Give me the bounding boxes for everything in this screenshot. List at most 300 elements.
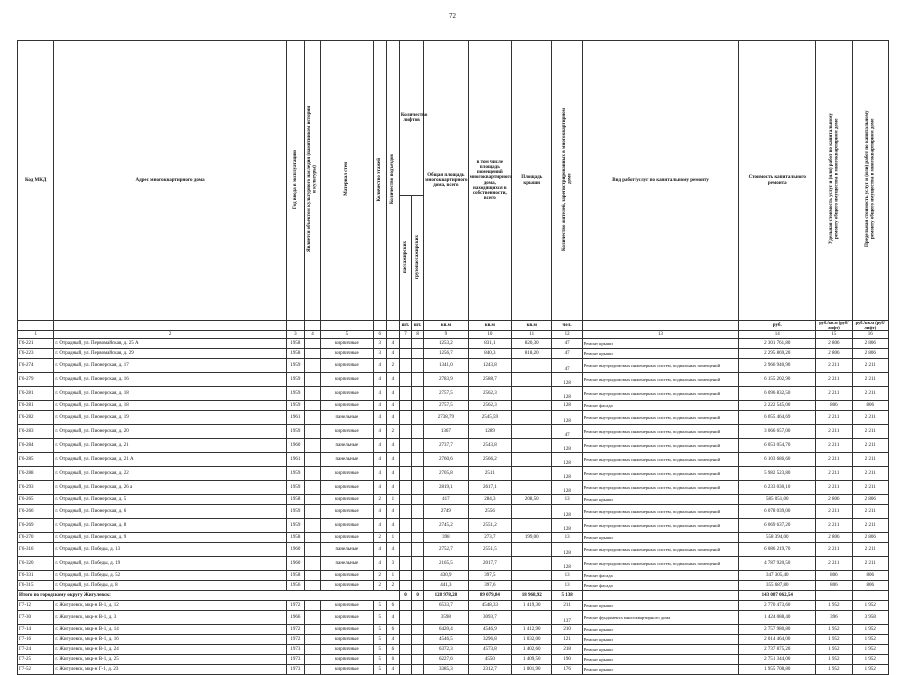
unit-cost: 2 211 [816,387,852,401]
address: г. Отрадный, ул. Пионерская, д. 5 [54,495,286,505]
entrances: 4 [386,411,399,425]
residents: 47 [552,349,582,359]
entrances: 6 [386,645,399,655]
mkd-code: Г6-269 [18,519,54,533]
total-area: 128 978,28 [424,591,468,601]
mkd-code: Г6-270 [18,533,54,543]
mkd-code: Г6-221 [18,339,54,349]
elev-pass [399,505,411,519]
repair-cost: 2 770 473,60 [739,601,816,611]
entrances: 6 [386,655,399,665]
column-number: 11 [512,331,552,339]
area-owned: 3093,7 [468,611,511,625]
roof-area [512,519,552,533]
year: 1959 [286,425,304,439]
repair-cost: 2 301 761,80 [739,339,816,349]
unit-cost: 2 211 [816,467,852,481]
cultural [304,505,320,519]
cultural [304,467,320,481]
residents: 190 [552,655,582,665]
unit-cost: 2 211 [816,439,852,453]
work-type: Ремонт внутридомовых инженерных систем, подвальных помещений [582,425,739,439]
year: 1959 [286,359,304,373]
unit-area: кв.м [468,321,511,331]
elev-cargo [412,655,424,665]
unit-cost: 1 952 [816,601,852,611]
repair-cost: 4 787 920,50 [739,557,816,571]
year: 1961 [286,411,304,425]
elev-cargo [412,349,424,359]
max-cost: 2 211 [852,519,888,533]
roof-area: 1 032,00 [512,635,552,645]
roof-area: 820,30 [512,339,552,349]
work-type: Ремонт внутридомовых инженерных систем, подвальных помещений [582,387,739,401]
address: г. Жигулевск, мкр-н В-1, д. 12 [54,601,286,611]
elev-cargo [412,411,424,425]
roof-area [512,505,552,519]
mkd-code: Г6-315 [18,581,54,591]
table-row [18,571,889,581]
elev-cargo [412,543,424,557]
header-year: Год ввода в эксплуатацию [286,41,304,321]
max-cost: 1 952 [852,645,888,655]
cultural [304,439,320,453]
area-owned: 2617,1 [468,481,511,495]
entrances: 4 [386,439,399,453]
table-row [18,373,889,387]
residents: 211 [552,601,582,611]
header-unit-cost: Удельная стоимость услуг и (или) работ по капитальному ремонту общего имущества в многоквартирном доме [816,41,852,321]
unit-cost: 2 211 [816,557,852,571]
unit-cost: 2 211 [816,373,852,387]
repair-cost: 6 078 039,00 [739,505,816,519]
cultural [304,581,320,591]
residents: 128 [552,373,582,387]
unit-cost: 1 952 [816,625,852,635]
mkd-code: Г7-24 [18,645,54,655]
elev-pass [399,533,411,543]
residents: 13 [552,495,582,505]
elev-pass [399,439,411,453]
area-total: 2752,7 [424,543,468,557]
year: 1973 [286,645,304,655]
max-cost: 806 [852,401,888,411]
table-row [18,481,889,495]
entrances: 4 [386,387,399,401]
unit-cost: 2 211 [816,505,852,519]
wall-material: кирпичные [321,401,374,411]
total-owned: 89 079,84 [468,591,511,601]
work-type: Ремонт фасада [582,571,739,581]
total-elev-cargo: 0 [412,591,424,601]
elev-pass [399,387,411,401]
work-type: Ремонт внутридомовых инженерных систем, подвальных помещений [582,439,739,453]
repair-cost: 1 955 708,80 [739,665,816,675]
repair-cost: 6 233 030,10 [739,481,816,495]
residents: 128 [552,387,582,401]
header-residents: Количество жителей, зарегистрированных в многоквартирном доме [552,41,582,321]
unit-area: кв.м [424,321,468,331]
total-roof: 18 968,92 [512,591,552,601]
elev-pass [399,645,411,655]
table-row [18,411,889,425]
mkd-code: Г7-52 [18,665,54,675]
unit-cost: 2 806 [816,339,852,349]
column-number: 6 [373,331,386,339]
table-row [18,625,889,635]
elev-pass [399,401,411,411]
column-number: 15 [816,331,852,339]
table-row [18,601,889,611]
table-row [18,533,889,543]
repair-cost: 2 295 869,20 [739,349,816,359]
work-type: Ремонт внутридомовых инженерных систем, подвальных помещений [582,505,739,519]
max-cost: 1 952 [852,601,888,611]
table-row [18,387,889,401]
header-entrances: Количество подъездов [386,41,399,321]
header-area-total: Общая площадь многоквартирного дома, всего [424,41,468,321]
area-total: 6227,6 [424,655,468,665]
area-total: 2737,7 [424,439,468,453]
cultural [304,401,320,411]
mkd-code: Г7-14 [18,625,54,635]
area-owned: 2551,2 [468,519,511,533]
mkd-code: Г6-274 [18,359,54,373]
column-numbers-row [18,331,889,339]
work-type: Ремонт фасада [582,401,739,411]
elev-cargo [412,625,424,635]
max-cost: 2 806 [852,495,888,505]
repair-cost: 1 424 088,40 [739,611,816,625]
unit-cost: 1 952 [816,655,852,665]
year: 1960 [286,439,304,453]
entrances: 4 [386,349,399,359]
repair-cost: 6 069 637,20 [739,519,816,533]
floors: 4 [373,373,386,387]
year: 1958 [286,349,304,359]
total-row [18,591,889,601]
address: г. Отрадный, ул. Пионерская, д. 18 [54,401,286,411]
address: г. Отрадный, ул. Победы, д. 19 [54,557,286,571]
mkd-code: Г6-320 [18,557,54,571]
floors: 5 [373,601,386,611]
wall-material: панельные [321,411,374,425]
mkd-code: Г7-12 [18,601,54,611]
table-row [18,425,889,439]
page-number: 72 [449,12,456,20]
unit-people: чел. [552,321,582,331]
total-elev-pass: 0 [399,591,411,601]
max-cost: 3 958 [852,611,888,625]
work-type: Ремонт внутридомовых инженерных систем, подвальных помещений [582,453,739,467]
table-row [18,543,889,557]
max-cost: 2 211 [852,411,888,425]
elev-pass [399,665,411,675]
address: г. Отрадный, ул. Первомайская, д. 29 [54,349,286,359]
elev-cargo [412,439,424,453]
area-owned: 397,5 [468,571,511,581]
repair-cost: 2 751 344,00 [739,655,816,665]
elev-pass [399,581,411,591]
floors: 5 [373,665,386,675]
table-row [18,495,889,505]
area-total: 398 [424,533,468,543]
entrances: 6 [386,601,399,611]
repair-cost: 5 982 523,80 [739,467,816,481]
work-type: Ремонт крыши [582,495,739,505]
area-total: 430,9 [424,571,468,581]
max-cost: 1 952 [852,655,888,665]
year: 1958 [286,533,304,543]
entrances: 2 [386,425,399,439]
elev-cargo [412,339,424,349]
residents: 13 [552,571,582,581]
entrances: 4 [386,401,399,411]
floors: 4 [373,481,386,495]
area-total: 2165,5 [424,557,468,571]
column-number: 7 [399,331,411,339]
repair-cost: 6 103 686,60 [739,453,816,467]
unit-cost: 1 952 [816,645,852,655]
header-material: Материал стен [321,41,374,321]
wall-material: кирпичные [321,533,374,543]
elev-cargo [412,359,424,373]
elev-cargo [412,557,424,571]
floors: 5 [373,645,386,655]
floors: 2 [373,533,386,543]
total-label: Итого по городскому округу Жигулевск: [18,591,400,601]
work-type: Ремонт внутридомовых инженерных систем, подвальных помещений [582,557,739,571]
cultural [304,425,320,439]
address: г. Отрадный, ул. Пионерская, д. 6 [54,505,286,519]
area-owned: 3296,8 [468,635,511,645]
area-total: 3598 [424,611,468,625]
cultural [304,557,320,571]
work-type: Ремонт крыши [582,339,739,349]
address: г. Отрадный, ул. Пионерская, д. 9 [54,533,286,543]
wall-material: кирпичные [321,611,374,625]
address: г. Отрадный, ул. Пионерская, д. 20 [54,425,286,439]
table-row [18,611,889,625]
max-cost: 2 806 [852,349,888,359]
entrances: 6 [386,625,399,635]
address: г. Отрадный, ул. Пионерская, д. 18 [54,387,286,401]
entrances: 4 [386,635,399,645]
cultural [304,611,320,625]
unit-cost: 806 [816,401,852,411]
table-row [18,505,889,519]
area-total: 441,3 [424,581,468,591]
roof-area: 1 419,30 [512,601,552,611]
repair-cost: 6 086 219,70 [739,543,816,557]
area-total: 2749 [424,505,468,519]
year: 1958 [286,571,304,581]
max-cost: 1 952 [852,635,888,645]
address: г. Отрадный, ул. Пионерская, д. 21 [54,439,286,453]
address: г. Отрадный, ул. Пионерская, д. 22 [54,467,286,481]
residents: 128 [552,453,582,467]
entrances: 4 [386,611,399,625]
roof-area [512,373,552,387]
repair-cost: 2 966 940,90 [739,359,816,373]
repair-cost: 3 066 657,00 [739,425,816,439]
cultural [304,453,320,467]
area-total: 2819,1 [424,481,468,495]
area-total: 2760,6 [424,453,468,467]
header-cost: Стоимость капитального ремонта [739,41,816,321]
address: г. Отрадный, ул. Пионерская, д. 8 [54,519,286,533]
elev-cargo [412,481,424,495]
cultural [304,339,320,349]
year: 1959 [286,519,304,533]
entrances: 4 [386,453,399,467]
area-owned: 1243,8 [468,359,511,373]
mkd-code: Г6-316 [18,543,54,557]
area-total: 1367 [424,425,468,439]
entrances: 4 [386,505,399,519]
mkd-code: Г6-279 [18,373,54,387]
unit-cost: 806 [816,571,852,581]
floors: 4 [373,557,386,571]
elev-pass [399,571,411,581]
cultural [304,411,320,425]
elev-pass [399,373,411,387]
mkd-code: Г6-285 [18,453,54,467]
total-max [852,591,888,601]
work-type: Ремонт фундамента многоквартирного дома [582,611,739,625]
roof-area [512,411,552,425]
address: г. Отрадный, ул. Пионерская, д. 17 [54,359,286,373]
address: г. Жигулевск, мкр-н В-1, д. 3 [54,611,286,625]
area-owned: 2562,3 [468,387,511,401]
wall-material: кирпичные [321,625,374,635]
area-total: 417 [424,495,468,505]
cultural [304,519,320,533]
max-cost: 2 211 [852,543,888,557]
roof-area [512,581,552,591]
column-number: 8 [412,331,424,339]
table-row [18,339,889,349]
work-type: Ремонт фасада [582,581,739,591]
elev-pass [399,519,411,533]
area-owned: 2562,3 [468,401,511,411]
mkd-code: Г6-266 [18,505,54,519]
elev-pass [399,495,411,505]
address: г. Жигулевск, мкр-н В-1, д. 24 [54,645,286,655]
elev-cargo [412,635,424,645]
mkd-code: Г6-265 [18,495,54,505]
unit-cost: 1 952 [816,635,852,645]
unit-cost: 2 211 [816,519,852,533]
total-cost: 143 087 062,54 [739,591,816,601]
entrances: 1 [386,571,399,581]
max-cost: 2 211 [852,359,888,373]
elev-cargo [412,495,424,505]
roof-area: 818,20 [512,349,552,359]
max-cost: 2 806 [852,533,888,543]
residents: 121 [552,635,582,645]
year: 1961 [286,453,304,467]
repair-cost: 6 053 054,70 [739,439,816,453]
floors: 5 [373,635,386,645]
elev-pass [399,655,411,665]
unit-rub: руб. [739,321,816,331]
max-cost: 2 211 [852,387,888,401]
table-row [18,581,889,591]
year: 1959 [286,401,304,411]
work-type: Ремонт крыши [582,655,739,665]
wall-material: кирпичные [321,359,374,373]
mkd-code: Г6-293 [18,481,54,495]
area-total: 6372,3 [424,645,468,655]
cultural [304,655,320,665]
entrances: 4 [386,373,399,387]
roof-area: 208,50 [512,495,552,505]
area-total: 6420,4 [424,625,468,635]
max-cost: 1 952 [852,665,888,675]
max-cost: 2 211 [852,505,888,519]
max-cost: 2 806 [852,339,888,349]
year: 1966 [286,611,304,625]
cultural [304,359,320,373]
residents: 128 [552,481,582,495]
unit-cost: 2 211 [816,481,852,495]
address: г. Жигулевск, мкр-н В-1, д. 16 [54,635,286,645]
column-number: 13 [582,331,739,339]
table-row [18,655,889,665]
table-row [18,439,889,453]
elev-pass [399,339,411,349]
entrances: 2 [386,359,399,373]
column-number: 2 [54,331,286,339]
repair-cost: 2 757 980,80 [739,625,816,635]
residents: 218 [552,645,582,655]
cultural [304,625,320,635]
table-row [18,467,889,481]
unit-cost: 2 211 [816,425,852,439]
unit-pcs: шт. [399,321,411,331]
entrances: 4 [386,467,399,481]
area-owned: 831,1 [468,339,511,349]
floors: 4 [373,425,386,439]
work-type: Ремонт крыши [582,665,739,675]
unit-cost: 2 806 [816,495,852,505]
work-type: Ремонт крыши [582,533,739,543]
area-owned: 397,6 [468,581,511,591]
elev-pass [399,359,411,373]
wall-material: кирпичные [321,601,374,611]
max-cost: 2 211 [852,439,888,453]
mkd-code: Г6-281 [18,401,54,411]
cultural [304,481,320,495]
year: 1972 [286,601,304,611]
address: г. Отрадный, ул. Первомайская, д. 25 А [54,339,286,349]
repair-cost: 2 222 545,00 [739,401,816,411]
address: г. Отрадный, ул. Пионерская, д. 16 [54,373,286,387]
repair-cost: 355 687,80 [739,581,816,591]
roof-area: 1 001,90 [512,665,552,675]
floors: 3 [373,339,386,349]
max-cost: 2 211 [852,481,888,495]
header-area-owned: в том числе площадь помещений многоквартирного дома, находящихся в собственности, всего [468,41,511,321]
floors: 5 [373,655,386,665]
work-type: Ремонт крыши [582,601,739,611]
column-number: 14 [739,331,816,339]
area-total: 4546,5 [424,635,468,645]
table-row [18,401,889,411]
area-owned: 2017,7 [468,557,511,571]
area-owned: 2312,7 [468,665,511,675]
